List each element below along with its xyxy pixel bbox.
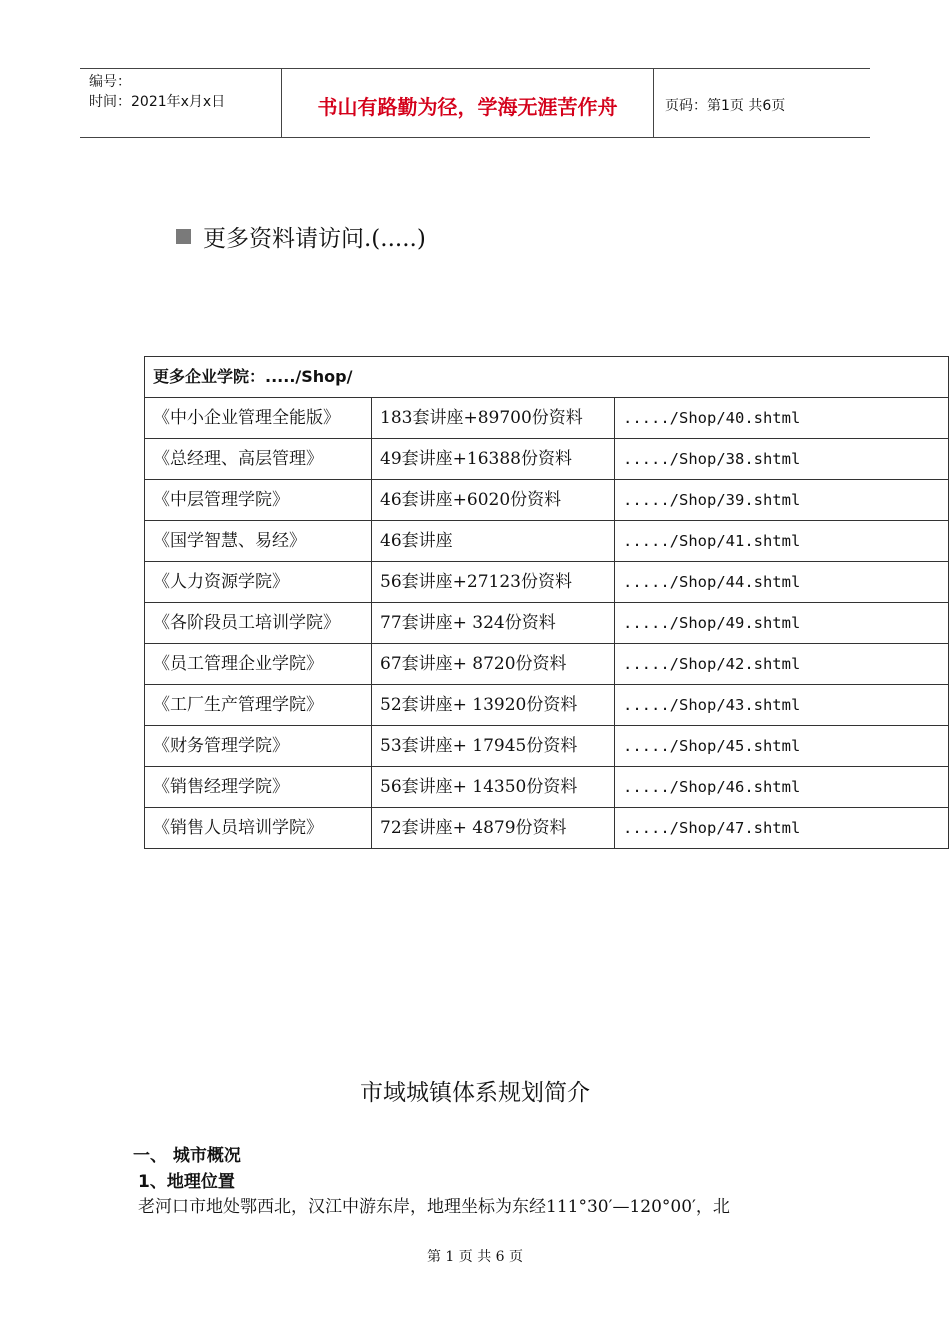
course-desc-cell: 56套讲座+ 14350份资料 [372,767,615,808]
table-header-cell: 更多企业学院：...../Shop/ [145,357,949,398]
document-title: 市域城镇体系规划简介 [360,1080,590,1106]
table-row [145,808,949,849]
course-link-cell[interactable]: ...../Shop/40.shtml [615,398,949,439]
course-name-cell: 《国学智慧、易经》 [145,521,372,562]
course-desc-cell: 183套讲座+89700份资料 [372,398,615,439]
course-link-cell[interactable]: ...../Shop/49.shtml [615,603,949,644]
course-desc-cell: 46套讲座 [372,521,615,562]
doc-number-label: 编号： [89,74,131,90]
course-name-cell: 《中小企业管理全能版》 [145,398,372,439]
table-row [145,398,949,439]
table-row [145,726,949,767]
course-name-cell: 《总经理、高层管理》 [145,439,372,480]
course-table [144,356,949,849]
body-paragraph: 老河口市地处鄂西北，汉江中游东岸，地理坐标为东经111°30′—120°00′，北 [138,1197,730,1217]
table-row [145,521,949,562]
course-link-cell[interactable]: ...../Shop/42.shtml [615,644,949,685]
table-row [145,562,949,603]
section-heading: 一、 城市概况 [133,1146,241,1166]
table-row [145,439,949,480]
course-desc-cell: 67套讲座+ 8720份资料 [372,644,615,685]
course-desc-cell: 52套讲座+ 13920份资料 [372,685,615,726]
table-row [145,644,949,685]
table-header-row [145,357,949,398]
header-motto: 书山有路勤为径，学海无涯苦作舟 [282,69,654,137]
page-footer: 第 1 页 共 6 页 [426,1249,524,1265]
table-row [145,767,949,808]
header-page-info: 页码：第1页 共6页 [665,98,786,114]
course-name-cell: 《财务管理学院》 [145,726,372,767]
course-desc-cell: 53套讲座+ 17945份资料 [372,726,615,767]
course-desc-cell: 56套讲座+27123份资料 [372,562,615,603]
course-name-cell: 《销售人员培训学院》 [145,808,372,849]
doc-time-label: 时间：2021年x月x日 [89,94,226,110]
course-desc-cell: 77套讲座+ 324份资料 [372,603,615,644]
course-link-cell[interactable]: ...../Shop/47.shtml [615,808,949,849]
course-link-cell[interactable]: ...../Shop/39.shtml [615,480,949,521]
table-row [145,480,949,521]
course-name-cell: 《销售经理学院》 [145,767,372,808]
course-link-cell[interactable]: ...../Shop/45.shtml [615,726,949,767]
course-name-cell: 《员工管理企业学院》 [145,644,372,685]
subsection-heading: 1、地理位置 [138,1172,235,1192]
more-info-line [176,220,426,253]
course-name-cell: 《中层管理学院》 [145,480,372,521]
course-desc-cell: 72套讲座+ 4879份资料 [372,808,615,849]
course-desc-cell: 49套讲座+16388份资料 [372,439,615,480]
course-name-cell: 《工厂生产管理学院》 [145,685,372,726]
header-meta [80,69,282,137]
course-link-cell[interactable]: ...../Shop/44.shtml [615,562,949,603]
course-name-cell: 《各阶段员工培训学院》 [145,603,372,644]
table-row [145,685,949,726]
course-link-cell[interactable]: ...../Shop/43.shtml [615,685,949,726]
page-header [80,68,870,138]
course-link-cell[interactable]: ...../Shop/41.shtml [615,521,949,562]
square-bullet-icon [176,229,191,244]
course-desc-cell: 46套讲座+6020份资料 [372,480,615,521]
table-row [145,603,949,644]
more-info-text[interactable]: 更多资料请访问.(.....) [203,226,426,252]
course-link-cell[interactable]: ...../Shop/38.shtml [615,439,949,480]
course-link-cell[interactable]: ...../Shop/46.shtml [615,767,949,808]
course-name-cell: 《人力资源学院》 [145,562,372,603]
